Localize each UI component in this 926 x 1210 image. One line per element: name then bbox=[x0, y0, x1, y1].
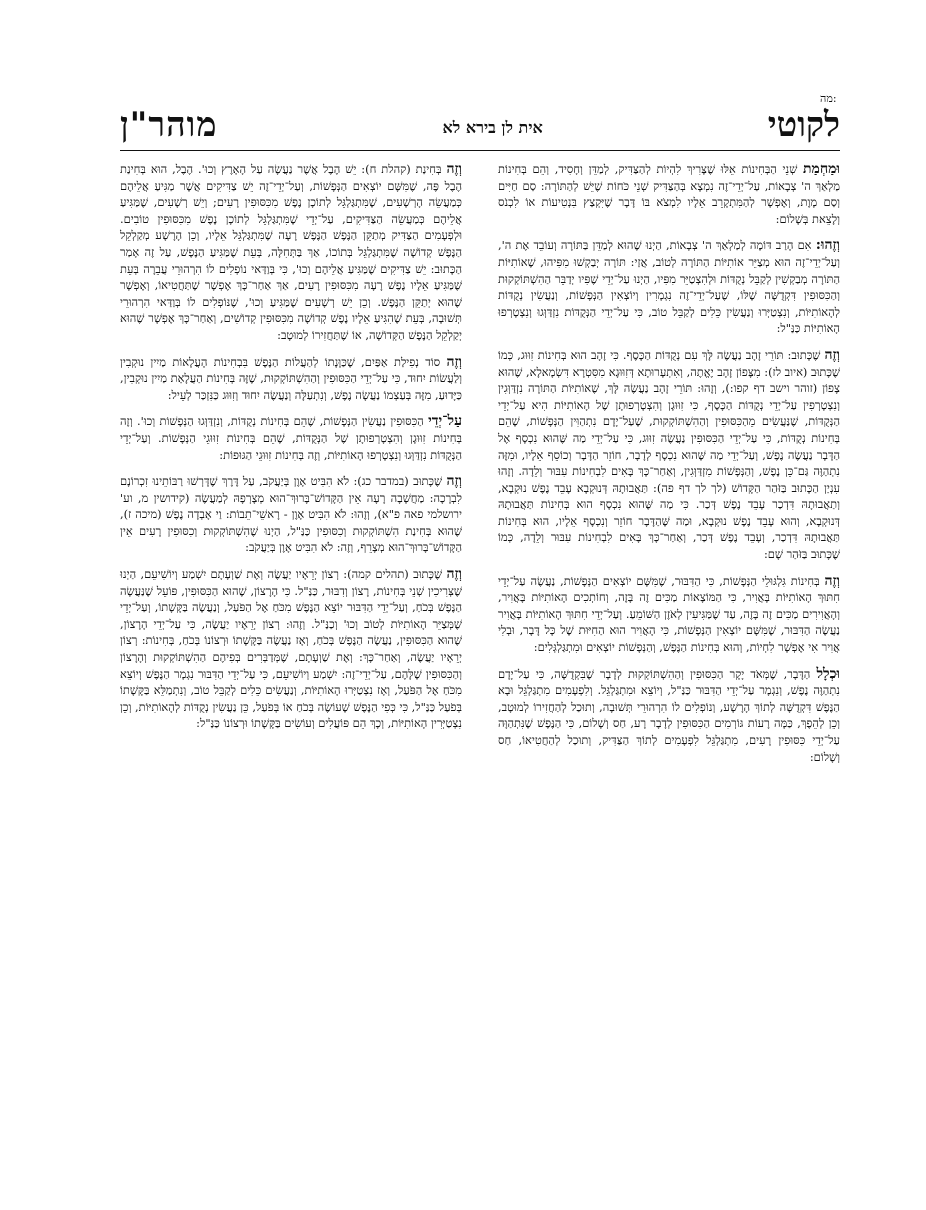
paragraph-lead: וְזֶה bbox=[446, 353, 462, 370]
paragraph-lead: וְזֶה bbox=[446, 161, 463, 177]
paragraph bbox=[120, 566, 462, 732]
left-column bbox=[120, 161, 462, 1161]
paragraph-lead: וּכְלָל bbox=[816, 665, 840, 682]
paragraph-text: הַכִּסּוּפִין נַעֲשִׂין הַנְּפָשׁוֹת, שֶׁהֵם בְּחִינוֹת נְקֻדּוֹת, וְנִזְדַּוְּגוּ הַנְּפָשׁוֹת וְכוּ'. וְזֶה בְּחִינוֹת זִוּוּגָן וְהִצְטָרְפוּתָן שֶׁל הַנְּקֻדּוֹת, שֶׁהֵם בְּחִינוֹת זִוּוּגֵי הַנְּפָשׁוֹת. וְעַל־יְדֵי הַנְּקֻדּוֹת נִזְדַּוְּגוּ וְנִצְטָרְפוּ הָאוֹתִיּוֹת, וְזֶה בְּחִינוֹת זִוּוּגֵי הַגּוּפוֹת: bbox=[120, 414, 462, 462]
paragraph-lead: עַל־יְדֵי bbox=[428, 413, 463, 430]
paragraph bbox=[120, 413, 462, 463]
header-left-title: מוהר"ן bbox=[120, 105, 218, 145]
header-rule bbox=[120, 150, 840, 151]
paragraph-lead: וְזֶה bbox=[824, 346, 841, 363]
paragraph-lead: וְזֶה bbox=[446, 566, 462, 583]
paragraph bbox=[120, 354, 462, 404]
text-columns bbox=[120, 161, 840, 1161]
paragraph-lead: וְזֶה bbox=[446, 473, 463, 490]
paragraph bbox=[498, 237, 840, 337]
paragraph-text: בְּחִינַת (קהלת ח): יֵשׁ הֶבֶל אֲשֶׁר נַעֲשָׂה עַל הָאָרֶץ וְכוּ'. הֶבֶל, הוּא בְּחִינַת הֶבֶל פֶּה, שֶׁמִּשָּׁם יוֹצְאִים הַנְּפָשׁוֹת, וְעַל־יְדֵי־זֶה יֵשׁ צַדִּיקִים אֲשֶׁר מַגִּיעַ אֲלֵיהֶם כְּמַעֲשֵׂה הָרְשָׁעִים, שֶׁמִּתְגַּלְגֵּל לְתוֹכָן נֶפֶשׁ מִכִּסּוּפִין רָעִים; וְיֵשׁ רְשָׁעִים, שֶׁמַּגִּיעַ אֲלֵיהֶם כְּמַעֲשֵׂה הַצַּדִּיקִים, עַל־יְדֵי שֶׁמִּתְגַּלְגֵּל לְתוֹכָן נֶפֶשׁ מִכִּסּוּפִין טוֹבִים. וּלְפְעָמִים הַצַּדִּיק מְתַקֵּן הַנֶּפֶשׁ הַנֶּפֶשׁ רָעָה שֶׁמִּתְגַּלְגֵּל אֵלָיו, וְכֵן הָרָשָׁע מְקַלְקֵל הַנֶּפֶשׁ קְדוֹשָׁה שֶׁמִּתְגַּלְגֵּל בְּתוֹכוֹ, אַךְ בַּתְּחִלָּה, בְּעֵת שֶׁמַּגִּיעַ הַנֶּפֶשׁ, עַל זֶה אָמַר הַכָּתוּב: יֵשׁ צַדִּיקִים שֶׁמַּגִּיעַ אֲלֵיהֶם וְכוּ', כִּי בְּוַדַּאי נוֹפְלִים לוֹ הִרְהוּרֵי עֲבֵרָה בְּעֵת שֶׁמַּגִּיעַ אֵלָיו נֶפֶשׁ רָעָה מִכִּסּוּפִין רָעִים, אַךְ אַחַר־כָּךְ אֶפְשָׁר שֶׁתַּחֲטִיאוֹ, וְאֶפְשָׁר שֶׁהוּא יְתַקֵּן הַנֶּפֶשׁ. וְכֵן יֵשׁ רְשָׁעִים שֶׁמַּגִּיעַ וְכוּ', שֶׁנּוֹפְלִים לוֹ בְּוַדַּאי הִרְהוּרֵי תְּשׁוּבָה, בְּעֵת שֶׁהִגִּיעַ אֵלָיו נֶפֶשׁ קְדוֹשָׁה מִכִּסּוּפִין קְדוֹשִׁים, וְאַחַר־כָּךְ אֶפְשָׁר שֶׁהוּא יְקַלְקֵל הַנֶּפֶשׁ הַקְּדוֹשָׁה, אוֹ שֶׁתַּחֲזִירוֹ לְמוּטָב: bbox=[120, 162, 462, 342]
paragraph-lead: וְזֶה bbox=[824, 572, 840, 589]
paragraph-text: שְׁנֵי הַבְּחִינוֹת אֵלּוּ שֶׁצָּרִיךְ לִהְיוֹת לְהַצַּדִּיק, לְמַדֵּן וְחָסִיד, וְהֵם בְּחִינוֹת מַלְאַךְ ה' צְבָאוֹת, עַל־יְדֵי־זֶה נִמְצָא בְּהַצַּדִּיק שְׁנֵי כֹּחוֹת שֶׁיֵּשׁ לְהַתּוֹרָה: סַם חַיִּים וְסַם מָוֶת, וְאֶפְשָׁר לְהַמִּתְקָרֵב אֵלָיו לִמְצֹא בּוֹ דָּבָר שֶׁיִּקְצַץ בִּנְטִיעוֹת אוֹ לִכְנֹס וְלָצֵאת בְּשָׁלוֹם: bbox=[498, 162, 840, 226]
paragraph-text: הַדָּבָר, שֶׁמְּאֹד יָקָר הַכִּסּוּפִין וְהַהִשְׁתּוֹקְקוּת לְדָבָר שֶׁבִּקְדֻשָּׁה, כִּי עַל־יָדָם נִתְהַוֶּה נֶפֶשׁ, וְנִגְמָר עַל־יְדֵי הַדִּבּוּר כַּנַּ"ל, וְיוֹצֵא וּמִתְגַּלְגֵּל. וְלִפְעָמִים מִתְגַּלְגֵּל וּבָא הַנֶּפֶשׁ דִּקְדֻשָּׁה לְתוֹךְ הָרָשָׁע, וְנוֹפְלִים לוֹ הִרְהוּרֵי תְּשׁוּבָה, וְתוּכַל לְהַחֲזִירוֹ לְמוּטָב, וְכֵן לְהֵפֶךְ, כַּמָּה רָעוֹת גּוֹרְמִים הַכִּסּוּפִין לְדָבָר רָע, חַס וְשָׁלוֹם, כִּי הַנֶּפֶשׁ שֶׁנִּתְהַוָּה עַל־יְדֵי כִּסּוּפִין רָעִים, מִתְגַּלְגֵּל לִפְעָמִים לְתוֹךְ הַצַּדִּיק, וְתוּכַל לְהַחֲטִיאוֹ, חַס וְשָׁלוֹם: bbox=[498, 666, 840, 764]
paragraph bbox=[498, 161, 840, 227]
paragraph-text: שֶׁכָּתוּב (במדבר כג): לֹא הִבִּיט אָוֶן בְּיַעֲקֹב, עַל דֶּרֶךְ שֶׁדָּרְשׁוּ רַבּוֹתֵינוּ זִכְרוֹנָם לִבְרָכָה: מַחֲשָׁבָה רָעָה אֵין הַקָּדוֹשׁ־בָּרוּךְ־הוּא מְצָרְפָהּ לְמַעֲשֶׂה (קידושין מ, וע' ירושלמי פאה פ"א), וְזֶהוּ: לֹא הִבִּיט אָוֶן - רָאשֵׁי־תֵבוֹת: וַי אָבְדָה נֶפֶשׁ (מיכה ז), שֶׁהוּא בְּחִינַת הִשְׁתּוֹקְקוּת וְכִסּוּפִין כַּנַּ"ל, הַיְנוּ שֶׁהִשְׁתּוֹקְקוּת וְכִסּוּפִין רָעִים אֵין הַקָּדוֹשׁ־בָּרוּךְ־הוּא מְצָרֵף, וְזֶה: לֹא הִבִּיט אָוֶן בְּיַעֲקֹב: bbox=[120, 474, 462, 555]
paragraph bbox=[120, 161, 462, 344]
paragraph bbox=[498, 666, 840, 766]
paragraph-text: סוֹד נְפִילַת אַפַּיִם, שֶׁכַּוָּנָתוֹ לְהַעֲלוֹת הַנֶּפֶשׁ בִּבְחִינוֹת הָעֲלָאוֹת מַיִין נוּקְבִין וְלַעֲשׂוֹת יִחוּד, כִּי עַל־יְדֵי הַכִּסּוּפִין וְהַהִשְׁתּוֹקְקוּת, שֶׁזֶּה בְּחִינוֹת הַעֲלָאַת מַיִין נוּקְבִין, כַּיָּדוּעַ, מִזֶּה בְּעַצְמוֹ נַעֲשָׂה נֶפֶשׁ, וְנִתְעַלָּה וְנַעֲשֶׂה יִחוּד וְזִוּוּג כַּנִּזְכַּר לְעֵיל: bbox=[120, 354, 462, 402]
paragraph-lead: וּמַחְמַת bbox=[802, 161, 840, 177]
page-number: מה: bbox=[820, 92, 837, 105]
paragraph bbox=[120, 473, 462, 556]
page-header bbox=[120, 92, 840, 145]
paragraph bbox=[498, 573, 840, 656]
paragraph-text: אִם הָרַב דּוֹמֶה לְמַלְאַךְ ה' צְבָאוֹת, הַיְנוּ שֶׁהוּא לְמַדֵּן בַּתּוֹרָה וְעוֹבֵד אֶת ה', וְעַל־יְדֵי־זֶה הוּא מְצַיֵּר אוֹתִיּוֹת הַתּוֹרָה לְטוֹב, אֲזַי: תּוֹרָה יְבַקְשׁוּ מִפִּיהוּ, שֶׁאוֹתִיּוֹת הַתּוֹרָה מְבַקְשִׁין לְקַבֵּל נְקֻדּוֹת וּלְהִצְטַיֵּר מִפִּיו, הַיְנוּ עַל־יְדֵי שֶׁפִּיו יְדַבֵּר הַהִשְׁתּוֹקְקוּת וְהַכִּסּוּפִין דִּקְדֻשָּׁה שֶׁלּוֹ, שֶׁעַל־יְדֵי־זֶה נִגְמָרִין וְיוֹצְאִין הַנְּפָשׁוֹת, וְנַעֲשִׂין נְקֻדּוֹת לְהָאוֹתִיּוֹת, וְנִצְטַיְּרוּ וְנַעֲשִׂין כֵּלִים לְקַבֵּל טוֹב, כִּי עַל־יְדֵי הַנְּקֻדּוֹת נִזְדַּוְּגוּ וְנִצְטָרְפוּ הָאוֹתִיּוֹת כַּנַּ"ל: bbox=[498, 238, 840, 336]
paragraph-text: בְּחִינוֹת גִּלְגּוּלֵי הַנְּפָשׁוֹת, כִּי הַדִּבּוּר, שֶׁמִּשָּׁם יוֹצְאִים הַנְּפָשׁוֹת, נַעֲשֶׂה עַל־יְדֵי חִתּוּךְ הָאוֹתִיּוֹת בָּאֲוִיר, כִּי הַמּוֹצָאוֹת מַכִּים זֶה בָּזֶה, וְחוֹתְכִים הָאוֹתִיּוֹת בָּאֲוִיר, וְהָאֲוִירִים מַכִּים זֶה בָּזֶה, עַד שֶׁמַּגִּיעִין לְאֹזֶן הַשּׁוֹמֵעַ. וְעַל־יְדֵי חִתּוּךְ הָאוֹתִיּוֹת בָּאֲוִיר נַעֲשֶׂה הַדִּבּוּר, שֶׁמִּשָּׁם יוֹצְאִין הַנְּפָשׁוֹת, כִּי הָאֲוִיר הוּא הַחִיּוּת שֶׁל כָּל דָּבָר, וּבְלִי אֲוִיר אִי אֶפְשָׁר לִחְיוֹת, וְהוּא בְּחִינוֹת הַנֶּפֶשׁ, וְהַנְּפָשׁוֹת יוֹצְאִים וּמִתְגַּלְגְּלִים: bbox=[498, 573, 840, 655]
paragraph bbox=[498, 347, 840, 563]
header-right-title: לקוטי bbox=[767, 105, 840, 145]
header-middle-text: אית לן בירא לא bbox=[442, 118, 543, 137]
paragraph-lead: וְזֶהוּ: bbox=[815, 237, 840, 254]
paragraph-text: שֶׁכָּתוּב (תהלים קמה): רְצוֹן יְרֵאָיו יַעֲשֶׂה וְאֶת שַׁוְעָתָם יִשְׁמַע וְיוֹשִׁיעֵם, הַיְנוּ שֶׁצְּרִיכִין שְׁנֵי בְּחִינוֹת, רָצוֹן וְדִבּוּר, כַּנַּ"ל. כִּי הָרָצוֹן, שֶׁהוּא הַכִּסּוּפִין, פּוֹעֵל שֶׁנַּעֲשָׂה הַנֶּפֶשׁ בְּכֹחַ, וְעַל־יְדֵי הַדִּבּוּר יוֹצֵא הַנֶּפֶשׁ מִכֹּחַ אֶל הַפֹּעַל, וְנַעֲשֶׂה בַּקָּשָׁתוֹ, וְעַל־יְדֵי שֶׁמְּצַיֵּר הָאוֹתִיּוֹת לְטוֹב וְכוּ' וְכַנַּ"ל. וְזֶהוּ: רְצוֹן יְרֵאָיו יַעֲשֶׂה, כִּי עַל־יְדֵי הָרָצוֹן, שֶׁהוּא הַכִּסּוּפִין, נַעֲשֶׂה הַנֶּפֶשׁ בְּכֹחַ, וְאָז נַעֲשֶׂה בַּקָּשָׁתוֹ וּרְצוֹנוֹ בְּכֹחַ, בְּחִינוֹת: רְצוֹן יְרֵאָיו יַעֲשֶׂה, וְאַחַר־כָּךְ: וְאֶת שַׁוְעָתָם, שֶׁמְּדַבְּרִים בְּפִיהֶם הַהִשְׁתּוֹקְקוּת וְהָרָצוֹן וְהַכִּסּוּפִין שֶׁלָּהֶם, עַל־יְדֵי־זֶה: יִשְׁמַע וְיוֹשִׁיעֵם, כִּי עַל־יְדֵי הַדִּבּוּר נִגְמָר הַנֶּפֶשׁ וְיוֹצֵא מִכֹּחַ אֶל הַפֹּעַל, וְאָז נִצְטַיְּרוּ הָאוֹתִיּוֹת, וְנַעֲשִׂים כֵּלִים לְקַבֵּל טוֹב, וְנִתְמַלֵּא בַּקָּשָׁתוֹ בְּפֹעַל כַּנַּ"ל, כִּי כְּפִי הַנֶּפֶשׁ שֶׁעוֹשֶׂה בְּכֹחַ אוֹ בְּפֹעַל, כֵּן נַעֲשִׂין נְקֻדּוֹת לְהָאוֹתִיּוֹת, וְכֵן נִצְטַיְּרִין הָאוֹתִיּוֹת, וְכָךְ הֵם פּוֹעֲלִים וְעוֹשִׂים בַּקָּשָׁתוֹ וּרְצוֹנוֹ כַּנַּ"ל: bbox=[120, 567, 462, 731]
paragraph-text: שֶׁכָּתוּב: תּוֹרֵי זָהָב נַעֲשֶׂה לָּךְ עִם נְקֻדּוֹת הַכָּסֶף. כִּי זָהָב הוּא בְּחִינוֹת זִוּוּג, כְּמוֹ שֶׁכָּתוּב (איוב לז): מִצָּפוֹן זָהָב יֶאֱתֶה, וְאִתְעָרוּתָא דְּזִוּוּגָא מִסִּטְרָא דִּשְׂמָאלָא, שֶׁהוּא צָפוֹן (זוהר וישב דף קפו:), וְזֶהוּ: תּוֹרֵי זָהָב נַעֲשֶׂה לָּךְ, שֶׁאוֹתִיּוֹת הַתּוֹרָה נִזְדַּוְּגִין וְנִצְטָרְפִין עַל־יְדֵי נְקֻדּוֹת הַכָּסֶף, כִּי זִוּוּגָן וְהִצְטָרְפוּתָן שֶׁל הָאוֹתִיּוֹת הִיא עַל־יְדֵי הַנְּקֻדּוֹת, שֶׁנַּעֲשִׂים מֵהַכִּסּוּפִין וְהַהִשְׁתּוֹקְקוּת, שֶׁעַל־יָדָם נִתְהַוִּין הַנְּפָשׁוֹת, שֶׁהֵם בְּחִינוֹת נְקֻדּוֹת, כִּי עַל־יְדֵי הַכִּסּוּפִין נַעֲשֶׂה זִוּוּג, כִּי עַל־יְדֵי מַה שֶּׁהוּא נִכְסָף אֶל הַדָּבָר נַעֲשֶׂה נֶפֶשׁ, וְעַל־יְדֵי מַה שֶּׁהוּא נִכְסָף לְדָבָר, חוֹזֵר הַדָּבָר וְכוֹסֵף אֵלָיו, וּמִזֶּה נִתְהַוֶּה גַּם־כֵּן נֶפֶשׁ, וְהַנְּפָשׁוֹת מִזְדַּוְּגִין, וְאַחַר־כָּךְ בָּאִים לִבְחִינוֹת עִבּוּר וְלֵדָה. וְזֶהוּ עִנְיַן הַכָּתוּב בַּזֹּהַר הַקָּדוֹשׁ (לך לך דף פה): תַּאֲבוּתָהּ דְּנוּקְבָא עָבֵד נֶפֶשׁ נוּקְבָא, וְתַאֲבוּתָהּ דִּדְכַר עָבֵד נֶפֶשׁ דְּכַר. כִּי מַה שֶּׁהוּא נִכְסָף הוּא בְּחִינוֹת תַּאֲבוּתָהּ דְּנוּקְבָא, וְהוּא עָבֵד נֶפֶשׁ נוּקְבָא, וּמַה שֶּׁהַדָּבָר חוֹזֵר וְנִכְסָף אֵלָיו, הוּא בְּחִינוֹת תַּאֲבוּתָהּ דִּדְכַר, וְעָבֵד נֶפֶשׁ דְּכַר, וְאַחַר־כָּךְ בָּאִים לִבְחִינוֹת עִבּוּר וְלֵדָה, כְּמוֹ שֶׁכָּתוּב בַּזֹּהַר שָׁם: bbox=[498, 347, 841, 562]
right-column bbox=[498, 161, 840, 1161]
